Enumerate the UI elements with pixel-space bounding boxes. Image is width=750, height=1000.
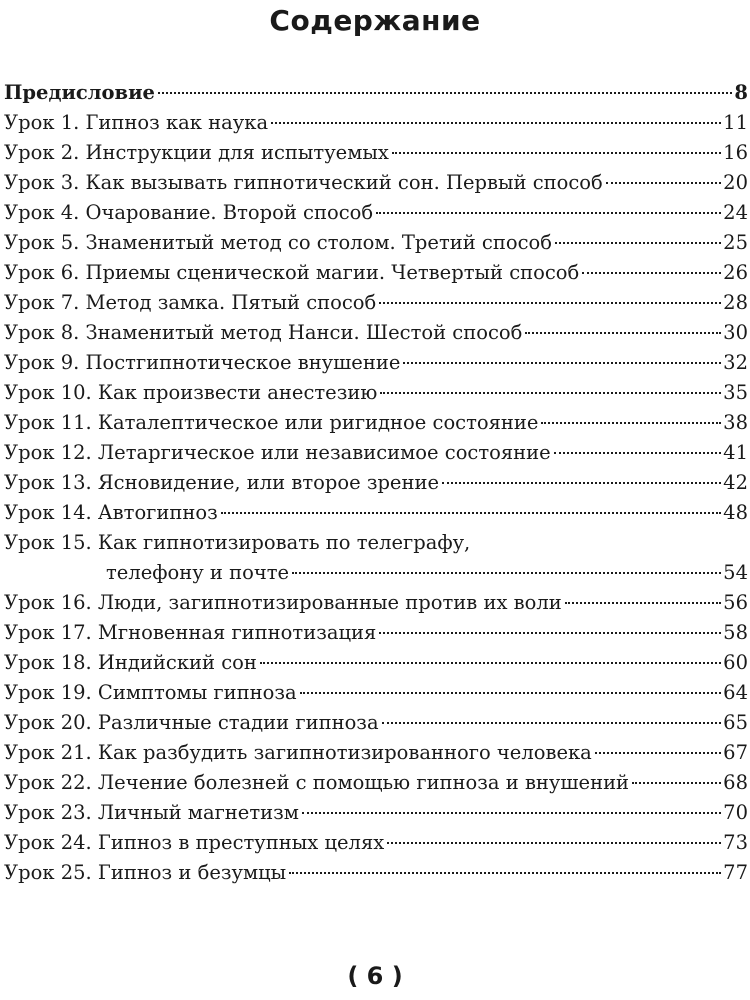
toc-entry: [4, 348, 748, 378]
toc-entry: [4, 378, 748, 408]
toc-entry-label: Урок 11. Каталептическое или ригидное состояние: [4, 411, 539, 434]
toc-entry-page: 25: [723, 231, 748, 254]
dot-leader: [300, 692, 722, 694]
toc-entry-page: 41: [723, 441, 748, 464]
toc-entry-label: Урок 1. Гипноз как наука: [4, 111, 269, 134]
toc-entry: [4, 498, 748, 528]
toc-entry-page: 65: [723, 711, 748, 734]
dot-leader: [302, 812, 721, 814]
dot-leader: [158, 92, 732, 94]
toc-entry-page: 20: [723, 171, 748, 194]
dot-leader: [379, 632, 721, 634]
toc-entry-page: 60: [723, 651, 748, 674]
dot-leader: [595, 752, 721, 754]
toc-entry-page: 16: [723, 141, 748, 164]
table-of-contents: [4, 78, 748, 888]
toc-entry-page: 35: [723, 381, 748, 404]
toc-entry-label: Урок 20. Различные стадии гипноза: [4, 711, 379, 734]
toc-entry: [4, 168, 748, 198]
dot-leader: [606, 182, 721, 184]
dot-leader: [554, 452, 721, 454]
toc-entry: [4, 738, 748, 768]
toc-entry: [4, 438, 748, 468]
dot-leader: [541, 422, 721, 424]
toc-entry-label: Урок 22. Лечение болезней с помощью гипноза и внушений: [4, 771, 630, 794]
toc-entry: [4, 528, 748, 588]
toc-entry-page: 67: [723, 741, 748, 764]
toc-entry-page: 73: [723, 831, 748, 854]
toc-entry-label: Урок 19. Симптомы гипноза: [4, 681, 297, 704]
toc-entry-page: 58: [723, 621, 748, 644]
dot-leader: [387, 842, 721, 844]
dot-leader: [376, 212, 721, 214]
dot-leader: [403, 362, 721, 364]
toc-entry-page: 48: [723, 501, 748, 524]
toc-entry: [4, 228, 748, 258]
dot-leader: [260, 662, 721, 664]
toc-entry-label: Урок 14. Автогипноз: [4, 501, 218, 524]
toc-entry-label: Урок 4. Очарование. Второй способ: [4, 201, 374, 224]
toc-entry: [4, 468, 748, 498]
toc-entry-page: 68: [723, 771, 748, 794]
dot-leader: [392, 152, 721, 154]
toc-entry: [4, 78, 748, 108]
page-number: ( 6 ): [347, 962, 403, 990]
toc-entry-label: Урок 15. Как гипнотизировать по телеграфу,: [4, 531, 471, 554]
toc-entry: [4, 408, 748, 438]
toc-entry: [4, 768, 748, 798]
toc-entry: [4, 138, 748, 168]
toc-entry-label: Урок 6. Приемы сценической магии. Четвертый способ: [4, 261, 580, 284]
dot-leader: [582, 272, 721, 274]
toc-entry-page: 70: [723, 801, 748, 824]
toc-entry-page: 56: [723, 591, 748, 614]
toc-entry-page: 26: [723, 261, 748, 284]
toc-entry: [4, 198, 748, 228]
toc-entry: [4, 618, 748, 648]
toc-entry-label: Урок 2. Инструкции для испытуемых: [4, 141, 389, 164]
toc-entry-label: Урок 25. Гипноз и безумцы: [4, 861, 287, 884]
dot-leader: [289, 872, 721, 874]
toc-entry-label: Урок 7. Метод замка. Пятый способ: [4, 291, 377, 314]
toc-entry-page: 32: [723, 351, 748, 374]
toc-entry: [4, 798, 748, 828]
dot-leader: [271, 122, 721, 124]
dot-leader: [632, 782, 721, 784]
toc-entry-page: 8: [734, 81, 748, 104]
toc-entry-page: 11: [723, 111, 748, 134]
toc-entry-label: Урок 5. Знаменитый метод со столом. Третий способ: [4, 231, 552, 254]
dot-leader: [380, 392, 721, 394]
toc-entry-page: 64: [723, 681, 748, 704]
toc-entry-label: Урок 3. Как вызывать гипнотический сон. Первый способ: [4, 171, 603, 194]
toc-entry-label: Урок 16. Люди, загипнотизированные против их воли: [4, 591, 562, 614]
toc-entry-page: 28: [723, 291, 748, 314]
toc-entry: [4, 588, 748, 618]
toc-entry-label: Предисловие: [4, 81, 155, 104]
toc-entry-page: 54: [723, 561, 748, 584]
toc-entry-label: Урок 13. Ясновидение, или второе зрение: [4, 471, 440, 494]
toc-entry-label: Урок 9. Постгипнотическое внушение: [4, 351, 401, 374]
dot-leader: [379, 302, 721, 304]
toc-entry: [4, 288, 748, 318]
dot-leader: [525, 332, 721, 334]
toc-entry: [4, 258, 748, 288]
toc-entry: [4, 828, 748, 858]
toc-entry-page: 38: [723, 411, 748, 434]
dot-leader: [555, 242, 721, 244]
toc-entry-label: Урок 12. Летаргическое или независимое состояние: [4, 441, 551, 464]
dot-leader: [565, 602, 721, 604]
toc-entry-label: Урок 24. Гипноз в преступных целях: [4, 831, 385, 854]
toc-entry-label: Урок 23. Личный магнетизм: [4, 801, 299, 824]
dot-leader: [221, 512, 721, 514]
dot-leader: [382, 722, 722, 724]
toc-entry-page: 42: [723, 471, 748, 494]
toc-entry: [4, 648, 748, 678]
dot-leader: [292, 572, 721, 574]
toc-entry: [4, 678, 748, 708]
toc-entry-continuation: [4, 558, 748, 588]
toc-entry-label: Урок 18. Индийский сон: [4, 651, 257, 674]
toc-entry-page: 24: [723, 201, 748, 224]
toc-entry: [4, 708, 748, 738]
toc-entry-page: 77: [723, 861, 748, 884]
toc-entry-label: Урок 17. Мгновенная гипнотизация: [4, 621, 377, 644]
toc-entry: [4, 108, 748, 138]
toc-entry: [4, 858, 748, 888]
toc-entry-label: Урок 10. Как произвести анестезию: [4, 381, 378, 404]
page-title: Содержание: [269, 4, 481, 37]
toc-entry-label: Урок 8. Знаменитый метод Нанси. Шестой способ: [4, 321, 523, 344]
toc-entry-label: Урок 21. Как разбудить загипнотизированного человека: [4, 741, 592, 764]
toc-entry-label-line2: телефону и почте: [106, 561, 290, 584]
toc-entry: [4, 318, 748, 348]
dot-leader: [442, 482, 721, 484]
toc-entry-page: 30: [723, 321, 748, 344]
